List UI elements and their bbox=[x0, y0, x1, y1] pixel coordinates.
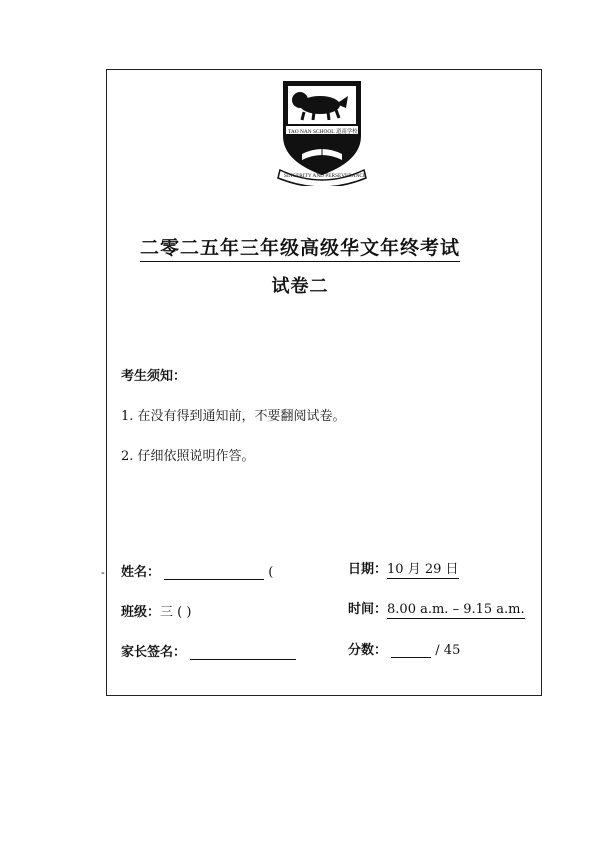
notice-item-2: 2. 仔细依照说明作答。 bbox=[121, 449, 255, 464]
crest-banner-text-cn: 道南学校 bbox=[336, 129, 358, 135]
exam-title bbox=[0, 233, 600, 260]
paper-subtitle: 试卷二 bbox=[271, 276, 329, 297]
name-paren: ( bbox=[268, 565, 274, 580]
school-crest-logo bbox=[276, 78, 368, 186]
time-label: 时间： bbox=[348, 602, 388, 617]
date-field bbox=[348, 558, 459, 577]
crest-banner-text: TAO NAN SCHOOL bbox=[288, 129, 335, 135]
class-label: 班级： bbox=[121, 605, 161, 620]
margin-mark: - bbox=[101, 566, 105, 579]
class-field bbox=[121, 601, 191, 620]
time-field bbox=[348, 598, 525, 617]
date-value: 10 月 29 日 bbox=[387, 562, 459, 577]
parent-signature-label: 家长签名： bbox=[121, 645, 187, 660]
score-label: 分数： bbox=[348, 643, 388, 658]
parent-signature-field bbox=[121, 641, 296, 660]
notice-heading: 考生须知： bbox=[121, 369, 187, 384]
score-total: / 45 bbox=[435, 643, 461, 658]
name-field bbox=[121, 561, 273, 580]
score-blank[interactable] bbox=[391, 657, 431, 658]
score-field bbox=[348, 639, 460, 658]
crest-motto: SINCERITY AND PERSEVERANCE bbox=[284, 173, 367, 179]
notice-item-1: 1. 在没有得到通知前，不要翻阅试卷。 bbox=[121, 409, 346, 424]
time-value: 8.00 a.m. – 9.15 a.m. bbox=[387, 602, 525, 617]
name-label: 姓名： bbox=[121, 565, 161, 580]
name-blank[interactable] bbox=[164, 579, 264, 580]
date-label: 日期： bbox=[348, 562, 388, 577]
class-value: 三 ( ) bbox=[160, 605, 192, 620]
exam-title-text: 二零二五年三年级高级华文年终考试 bbox=[140, 237, 460, 262]
parent-signature-blank[interactable] bbox=[190, 659, 296, 660]
